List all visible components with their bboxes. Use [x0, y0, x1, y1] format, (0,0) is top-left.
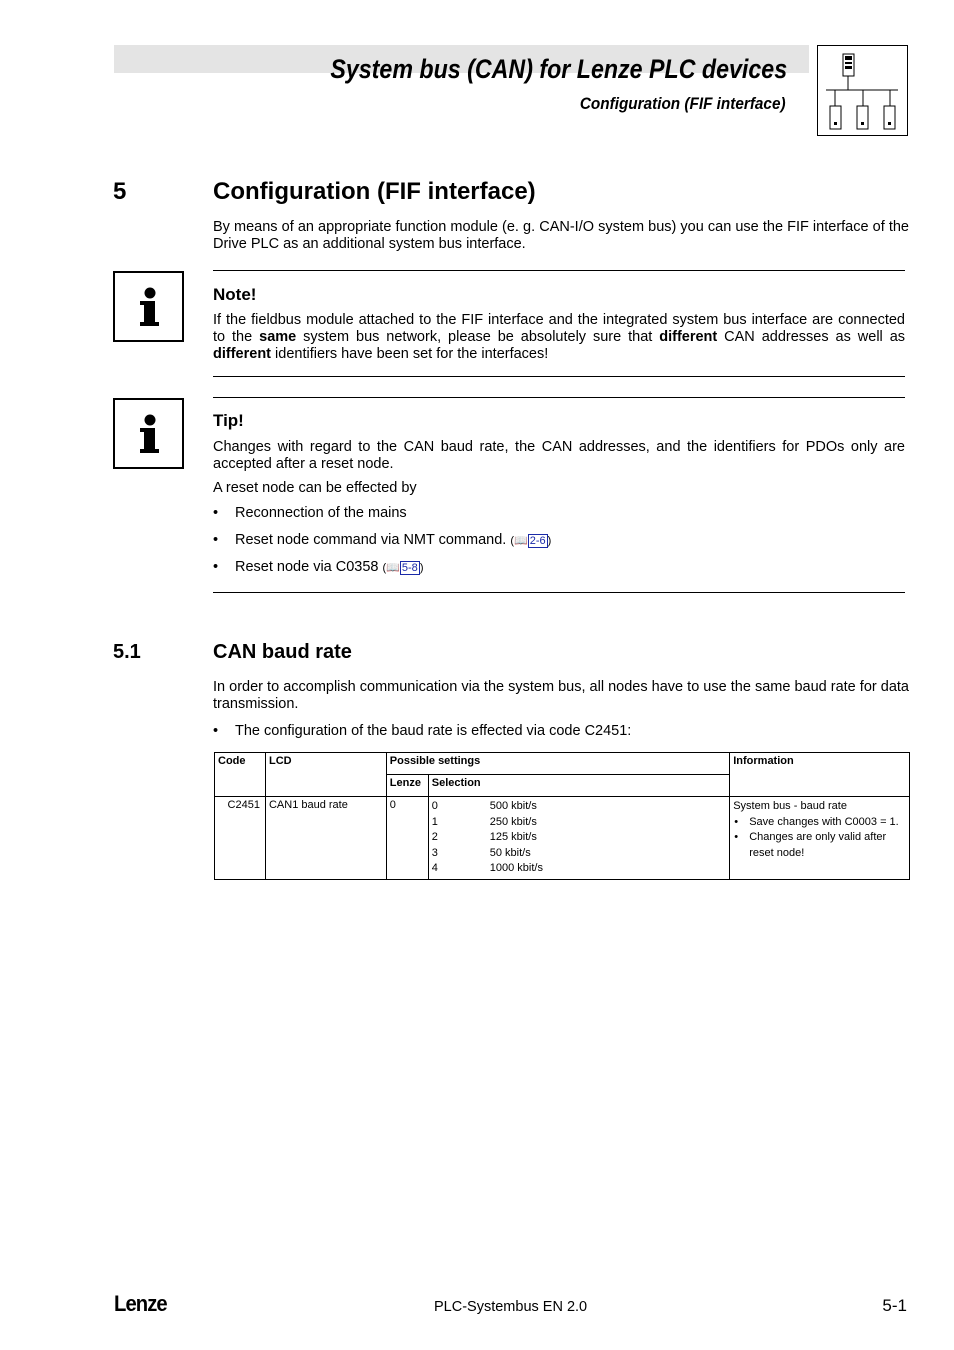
network-topology-icon	[817, 45, 908, 136]
header-lenze: Lenze	[386, 775, 428, 797]
cell-information: System bus - baud rate • Save changes with C0003 = 1. • Changes are only valid after reset node!	[730, 797, 910, 880]
section-number: 5	[113, 178, 127, 205]
section-intro: By means of an appropriate function module (e. g. CAN-I/O system bus) you can use the FIF interface of the Drive PLC as an additional system bus interface.	[213, 219, 909, 252]
document-title: System bus (CAN) for Lenze PLC devices	[330, 54, 787, 84]
note-top-rule	[213, 270, 905, 271]
tip-title: Tip!	[213, 411, 244, 430]
header-possible-settings: Possible settings	[386, 753, 729, 775]
footer-document-id: PLC-Systembus EN 2.0	[434, 1299, 588, 1315]
page-reference-link[interactable]: 5-8	[401, 562, 418, 574]
cell-lcd: CAN1 baud rate	[265, 797, 386, 880]
tip-text-reset: A reset node can be effected by	[213, 480, 417, 496]
subsection-number: 5.1	[113, 641, 141, 663]
header-information: Information	[730, 753, 910, 797]
page-number: 5-1	[882, 1296, 907, 1315]
cell-selection: 0 500 kbit/s 1 250 kbit/s 2 125 kbit/s 3 50 kbit/s 4 1000 kbit/s	[428, 797, 729, 880]
page-reference-link[interactable]: 2-6	[529, 535, 546, 547]
code-table	[214, 752, 910, 880]
info-icon	[113, 398, 184, 469]
table-row	[215, 797, 910, 880]
tip-text: Changes with regard to the CAN baud rate, the CAN addresses, and the identifiers for PDOs only are accepted after a reset node.	[213, 439, 905, 472]
cell-lenze: 0	[386, 797, 428, 880]
note-text: If the fieldbus module attached to the FIF interface and the integrated system bus interface are connected to the same system bus network, please be absolutely sure that different CAN addresses as well as different identifiers have been set for the interfaces!	[213, 312, 906, 362]
header-code: Code	[215, 753, 266, 797]
subsection-intro: In order to accomplish communication via the system bus, all nodes have to use the same baud rate for data transmission.	[213, 679, 909, 712]
subsection-title: CAN baud rate	[213, 641, 352, 663]
header-selection: Selection	[428, 775, 729, 797]
cell-code: C2451	[215, 797, 266, 880]
info-icon	[113, 271, 184, 342]
book-icon: 📖	[386, 562, 400, 574]
note-bottom-rule	[213, 376, 905, 377]
section-title: Configuration (FIF interface)	[213, 178, 536, 205]
tip-top-rule	[213, 397, 905, 398]
document-subtitle: Configuration (FIF interface)	[580, 94, 786, 113]
header-lcd: LCD	[265, 753, 386, 797]
tip-bottom-rule	[213, 592, 905, 593]
note-title: Note!	[213, 285, 257, 304]
book-icon: 📖	[514, 535, 528, 547]
lenze-logo: Lenze	[114, 1291, 167, 1316]
